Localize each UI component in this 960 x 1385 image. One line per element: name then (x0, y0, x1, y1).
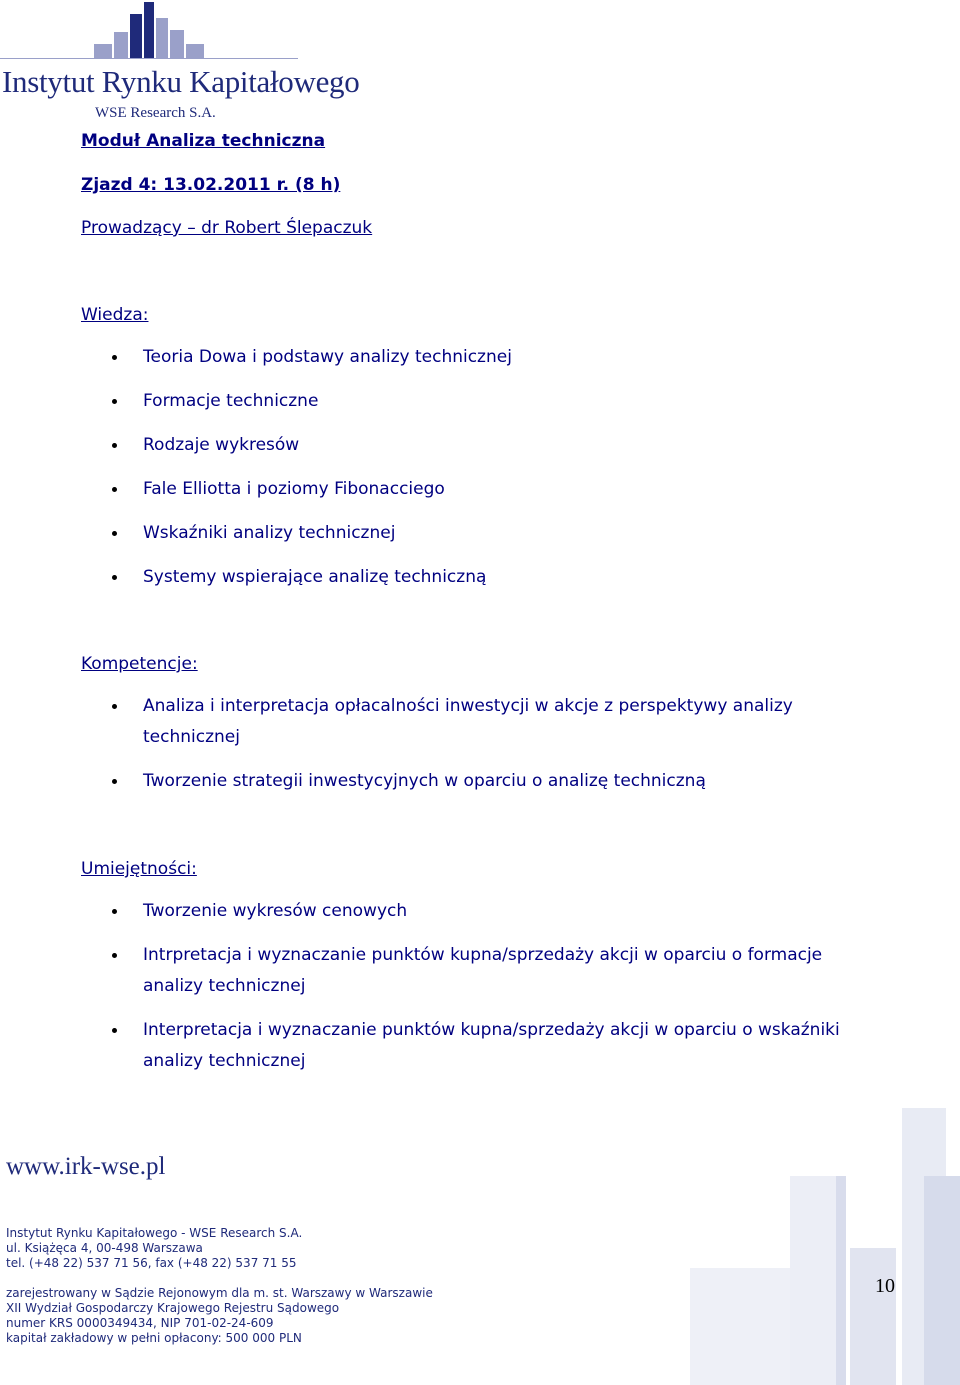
page-number: 10 (875, 1275, 895, 1297)
logo-divider (0, 58, 298, 59)
list-item: Analiza i interpretacja opłacalności inwestycji w akcje z perspektywy analizy technicznej (81, 691, 871, 753)
list-item: Tworzenie strategii inwestycyjnych w oparciu o analizę techniczną (81, 766, 871, 797)
footer-address (6, 1226, 302, 1271)
registry-line: numer KRS 0000349434, NIP 701-02-24-609 (6, 1316, 274, 1330)
bullet-icon (112, 704, 117, 709)
list-item: Intrpretacja i wyznaczanie punktów kupna/sprzedaży akcji w oparciu o formacje analizy technicznej (81, 940, 871, 1002)
logo-subtitle: WSE Research S.A. (95, 105, 216, 121)
bullet-icon (112, 355, 117, 360)
list-item: Wskaźniki analizy technicznej (81, 518, 871, 549)
list-item: Tworzenie wykresów cenowych (81, 896, 871, 927)
address-line: Instytut Rynku Kapitałowego - WSE Research S.A. (6, 1226, 303, 1240)
footer-decoration (690, 1108, 960, 1385)
registry-line: zarejestrowany w Sądzie Rejonowym dla m. st. Warszawy w Warszawie (6, 1286, 433, 1300)
bullet-icon (112, 531, 117, 536)
list-item: Systemy wspierające analizę techniczną (81, 562, 871, 593)
address-line: tel. (+48 22) 537 71 56, fax (+48 22) 537 71 55 (6, 1256, 297, 1270)
session-date: Zjazd 4: 13.02.2011 r. (8 h) (81, 175, 341, 195)
bullet-icon (112, 1028, 117, 1033)
list-umiejetnosci (81, 896, 871, 1090)
list-kompetencje (81, 691, 871, 810)
bullet-icon (112, 909, 117, 914)
list-item: Formacje techniczne (81, 386, 871, 417)
list-item: Fale Elliotta i poziomy Fibonacciego (81, 474, 871, 505)
bullet-icon (112, 953, 117, 958)
list-item: Rodzaje wykresów (81, 430, 871, 461)
list-item: Interpretacja i wyznaczanie punktów kupna/sprzedaży akcji w oparciu o wskaźniki analizy technicznej (81, 1015, 871, 1077)
company-logo (0, 0, 360, 125)
bullet-icon (112, 487, 117, 492)
list-wiedza (81, 342, 871, 606)
bullet-icon (112, 779, 117, 784)
registry-line: kapitał zakładowy w pełni opłacony: 500 000 PLN (6, 1331, 302, 1345)
section-heading-wiedza: Wiedza: (81, 305, 149, 325)
section-heading-umiejetnosci: Umiejętności: (81, 859, 197, 879)
bullet-icon (112, 443, 117, 448)
instructor: Prowadzący – dr Robert Ślepaczuk (81, 218, 373, 238)
list-item: Teoria Dowa i podstawy analizy technicznej (81, 342, 871, 373)
website-url: www.irk-wse.pl (6, 1153, 166, 1180)
bullet-icon (112, 399, 117, 404)
module-title: Moduł Analiza techniczna (81, 131, 326, 151)
footer-registry (6, 1286, 433, 1346)
address-line: ul. Książęca 4, 00-498 Warszawa (6, 1241, 203, 1255)
logo-bars-graphic (94, 2, 254, 58)
section-heading-kompetencje: Kompetencje: (81, 654, 198, 674)
registry-line: XII Wydział Gospodarczy Krajowego Rejestru Sądowego (6, 1301, 340, 1315)
logo-company-name: Instytut Rynku Kapitałowego (2, 64, 360, 99)
bullet-icon (112, 575, 117, 580)
